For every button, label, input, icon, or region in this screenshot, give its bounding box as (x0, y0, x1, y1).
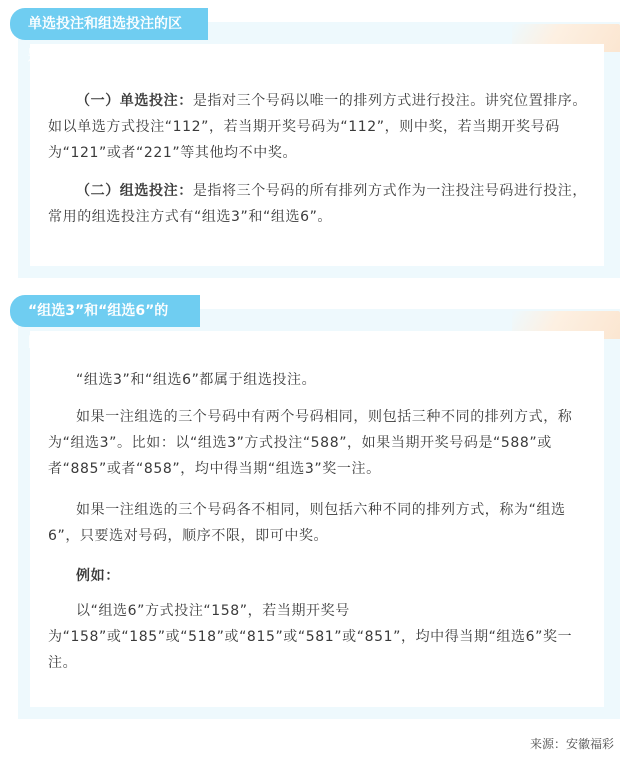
section-group3-vs-group6 (0, 287, 634, 719)
intro-text: “组选3”和“组选6”都属于组选投注。 (76, 372, 317, 388)
paragraph-group6 (48, 497, 588, 549)
example-heading (48, 563, 588, 589)
group-bet-label: （二）组选投注： (76, 183, 193, 199)
paragraph-intro (48, 367, 588, 393)
paragraph-group-bet (48, 178, 588, 230)
group3-text: 如果一注组选的三个号码中有两个号码相同，则包括三种不同的排列方式，称为“组选3”。比如：以“组选3”方式投注“588”，如果当期开奖号码是“588”或者“885”或者“858”，均中得当期“组选3”奖一注。 (48, 409, 573, 477)
paragraph-example (48, 598, 588, 676)
section-title: “组选3”和“组选6”的区别 (10, 295, 200, 327)
group6-text: 如果一注组选的三个号码各不相同，则包括六种不同的排列方式，称为“组选6”，只要选对号码，顺序不限，即可中奖。 (48, 502, 566, 544)
single-bet-text: 是指对三个号码以唯一的排列方式进行投注。讲究位置排序。如以单选方式投注“112”，若当期开奖号码为“112”，则中奖，若当期开奖号码为“121”或者“221”等其他均不中奖。 (48, 93, 588, 161)
section-single-vs-group (0, 0, 634, 278)
single-bet-label: （一）单选投注： (76, 93, 193, 109)
paragraph-group3 (48, 404, 588, 482)
paragraph-single-bet (48, 88, 588, 166)
example-text: 以“组选6”方式投注“158”，若当期开奖号为“158”或“185”或“518”或“815”或“581”或“851”，均中得当期“组选6”奖一注。 (48, 603, 573, 671)
example-label: 例如： (76, 568, 120, 584)
source-credit: 来源：安徽福彩 (529, 737, 614, 751)
section-title: 单选投注和组选投注的区别 (10, 8, 208, 40)
group-bet-text: 是指将三个号码的所有排列方式作为一注投注号码进行投注，常用的组选投注方式有“组选3”和“组选6”。 (48, 183, 588, 225)
